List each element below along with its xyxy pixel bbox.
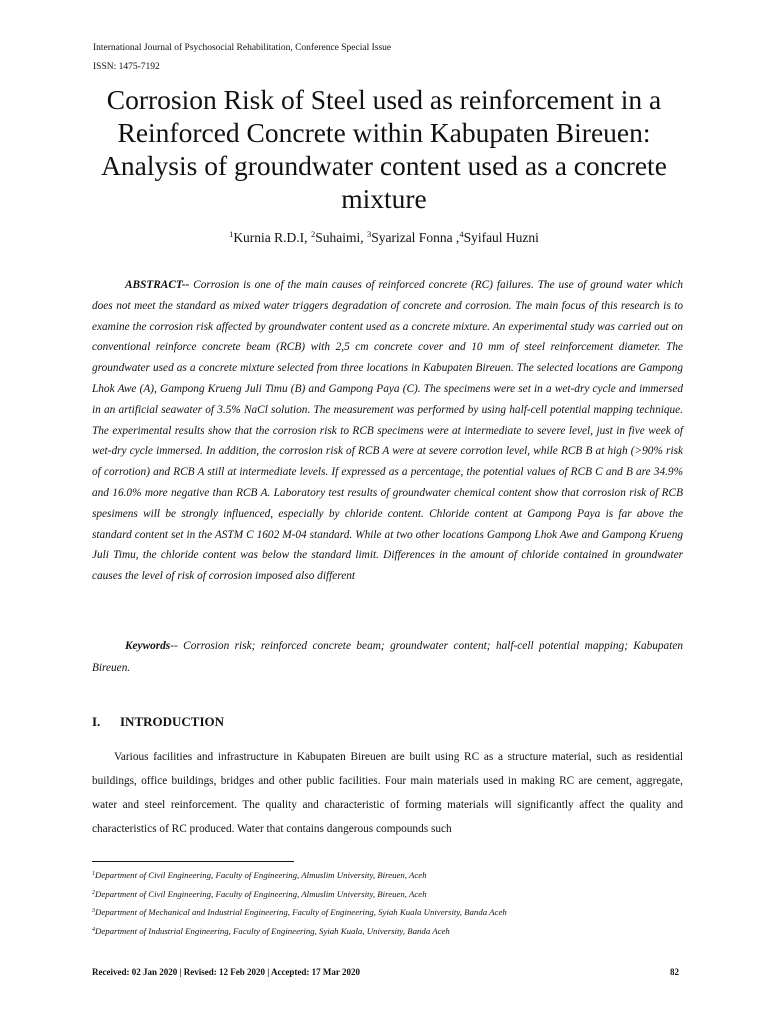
introduction-text: Various facilities and infrastructure in Kabupaten Bireuen are built using RC as a structure material, such as residential buildings, office buildings, bridges and other public facilities. Four main materials used in making RC are cement, aggregate, water and steel reinforcement. The quality and characteristic of forming materials will significantly affect the quality and characteristics of RC produced. Water that contains dangerous compounds such — [92, 751, 683, 835]
footnote-1-text: Department of Civil Engineering, Faculty of Engineering, Almuslim University, Bireuen, Aceh — [95, 870, 427, 880]
footnote-2-text: Department of Civil Engineering, Faculty of Engineering, Almuslim University, Bireuen, Aceh — [95, 888, 427, 899]
footnote-4-number: 4 — [92, 926, 95, 933]
footnote-1-number: 1 — [92, 871, 95, 877]
abstract-text: Corrosion is one of the main causes of reinforced concrete (RC) failures. The use of ground water which does not meet the standard as mixed water triggers degradation of concrete and corrosion. The main focus of this research is to examine the corrosion risk affected by groundwater content used as a concrete mixture. An experimental study was carried out on conventional reinforce concrete beam (RCB) with 2,5 cm concrete cover and 10 mm of steel reinforcement diameter. The groundwater used as a concrete mixture selected from three locations in Kabupaten Bireuen. The selected locations are Gampong Lhok Awe (A), Gampong Krueng Juli Timu (B) and Gampong Paya (C). The specimens were set in a wet-dry cycle and immersed in an artificial seawater of 3.5% NaCl solution. The measurement was performed by using half-cell potential mapping technique. The experimental results show that the corrosion risk to RCB specimens were at intermediate to severe level, just in five week of wet-dry cycle immersed. In addition, the corrosion risk of RCB A were at severe corrotion level, while RCB B at high (>90% risk of corrotion) and RCB A still at intermediate levels. If expressed as a percentage, the potential values of RCB C and B are 34.9% and 16.0% more negative than RCB A. Laboratory test results of groundwater chemical content show that corrosion risk of RCB spesimens will be strongly influenced, especially by chloride content. Chloride content at Gampong Paya is far above the standard content set in the ASTM C 1602 M-04 standard. While at two other locations Gampong Lhok Awe and Gampong Krueng Juli Timu, the chloride content was below the standard limit. Differences in the amount of chloride contained in groundwater causes the level of risk of corrosion imposed also different — [92, 279, 683, 583]
footnote-2 — [92, 885, 692, 904]
abstract — [92, 275, 683, 587]
footnote-4 — [92, 922, 692, 941]
section-title: INTRODUCTION — [120, 714, 225, 729]
author-2-name: Suhaimi, — [315, 230, 367, 245]
footnote-2-number: 2 — [92, 889, 95, 896]
author-3-name: Syarizal Fonna , — [371, 230, 460, 245]
footnote-divider — [92, 861, 294, 862]
author-2-affiliation: 2 — [310, 229, 316, 239]
author-4-affiliation: 4 — [459, 229, 464, 239]
introduction-paragraph — [92, 745, 683, 841]
author-3-affiliation: 3 — [366, 229, 372, 239]
page-number: 82 — [670, 967, 679, 977]
footnote-3 — [92, 903, 692, 922]
journal-name: International Journal of Psychosocial Rehabilitation, Conference Special Issue — [93, 43, 392, 53]
keywords — [92, 636, 683, 679]
issn: ISSN: 1475-7192 — [93, 62, 160, 72]
abstract-label: ABSTRACT-- — [125, 279, 190, 291]
footnote-1 — [92, 866, 692, 885]
section-number: I. — [92, 714, 101, 729]
author-1-name: Kurnia R.D.I, — [233, 230, 311, 245]
footnote-3-text: Department of Mechanical and Industrial Engineering, Faculty of Engineering, Syiah Kuala University, Banda Aceh — [95, 907, 507, 917]
keywords-label: Keywords — [125, 640, 171, 652]
keywords-text: -- Corrosion risk; reinforced concrete beam; groundwater content; half-cell potential mapping; Kabupaten Bireuen. — [92, 640, 683, 674]
paper-title: Corrosion Risk of Steel used as reinforcement in a Reinforced Concrete within Kabupaten Bireuen: Analysis of groundwater content used as a concrete mixture — [101, 84, 667, 214]
section-heading-introduction — [92, 714, 224, 730]
author-4-name: Syifaul Huzni — [463, 230, 539, 245]
footnotes — [92, 866, 692, 940]
author-1-affiliation: 1 — [229, 229, 234, 239]
footnote-3-number: 3 — [92, 908, 95, 914]
author-list — [84, 229, 684, 247]
submission-dates: Received: 02 Jan 2020 | Revised: 12 Feb 2020 | Accepted: 17 Mar 2020 — [92, 967, 361, 977]
footnote-4-text: Department of Industrial Engineering, Faculty of Engineering, Syiah Kuala, University, Banda Aceh — [95, 925, 450, 936]
